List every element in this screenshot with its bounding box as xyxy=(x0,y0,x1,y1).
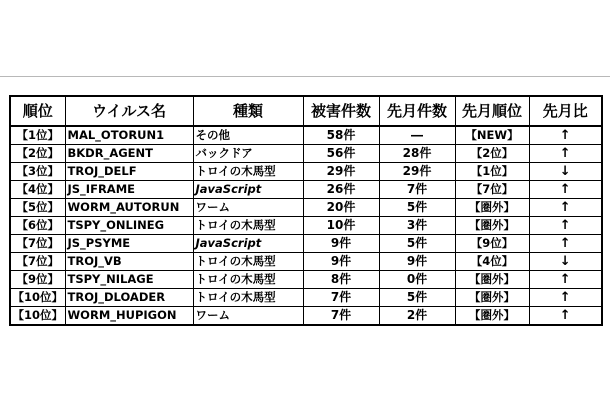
prev-rank-cell: 【圏外】 xyxy=(455,289,529,307)
arrow-down-icon: ↓ xyxy=(559,254,571,269)
type-cell: トロイの木馬型 xyxy=(193,217,303,235)
header-virus-name: ウイルス名 xyxy=(65,96,193,126)
prev-count-cell: 5件 xyxy=(379,289,455,307)
table-row xyxy=(10,271,602,289)
rank-cell: 【4位】 xyxy=(10,181,65,199)
month-change-cell xyxy=(529,199,602,217)
type-cell: バックドア xyxy=(193,145,303,163)
rank-cell: 【5位】 xyxy=(10,199,65,217)
virus-name-cell: TROJ_DELF xyxy=(65,163,193,181)
prev-count-cell: 28件 xyxy=(379,145,455,163)
prev-count-cell: 5件 xyxy=(379,199,455,217)
rank-cell: 【3位】 xyxy=(10,163,65,181)
prev-rank-cell: 【圏外】 xyxy=(455,199,529,217)
damage-count-cell: 26件 xyxy=(303,181,379,199)
header-prev-month-rank: 先月順位 xyxy=(455,96,529,126)
prev-rank-cell: 【4位】 xyxy=(455,253,529,271)
prev-count-cell: 2件 xyxy=(379,307,455,326)
header-type: 種類 xyxy=(193,96,303,126)
prev-rank-cell: 【圏外】 xyxy=(455,217,529,235)
arrow-up-icon: ↑ xyxy=(559,218,571,233)
table-row xyxy=(10,163,602,181)
month-change-cell xyxy=(529,217,602,235)
month-change-cell xyxy=(529,181,602,199)
rank-cell: 【10位】 xyxy=(10,307,65,326)
table-header-row xyxy=(10,96,602,126)
table-row xyxy=(10,181,602,199)
damage-count-cell: 10件 xyxy=(303,217,379,235)
rank-cell: 【6位】 xyxy=(10,217,65,235)
type-cell: その他 xyxy=(193,126,303,145)
type-cell: JavaScript xyxy=(193,235,303,253)
damage-count-cell: 7件 xyxy=(303,289,379,307)
prev-rank-cell: 【2位】 xyxy=(455,145,529,163)
type-cell: トロイの木馬型 xyxy=(193,289,303,307)
table-body xyxy=(10,126,602,325)
arrow-up-icon: ↑ xyxy=(559,236,571,251)
virus-name-cell: TSPY_NILAGE xyxy=(65,271,193,289)
arrow-up-icon: ↑ xyxy=(559,182,571,197)
damage-count-cell: 20件 xyxy=(303,199,379,217)
type-cell: ワーム xyxy=(193,307,303,326)
prev-count-cell: 7件 xyxy=(379,181,455,199)
type-cell: トロイの木馬型 xyxy=(193,163,303,181)
month-change-cell xyxy=(529,235,602,253)
type-cell: トロイの木馬型 xyxy=(193,271,303,289)
virus-ranking-table xyxy=(9,95,603,326)
prev-count-cell: 0件 xyxy=(379,271,455,289)
month-change-cell xyxy=(529,289,602,307)
table-row xyxy=(10,253,602,271)
table-row xyxy=(10,217,602,235)
rank-cell: 【9位】 xyxy=(10,271,65,289)
virus-name-cell: MAL_OTORUN1 xyxy=(65,126,193,145)
prev-count-cell: ― xyxy=(379,126,455,145)
header-prev-month-count: 先月件数 xyxy=(379,96,455,126)
arrow-up-icon: ↑ xyxy=(559,200,571,215)
virus-name-cell: WORM_HUPIGON xyxy=(65,307,193,326)
arrow-up-icon: ↑ xyxy=(559,290,571,305)
damage-count-cell: 7件 xyxy=(303,307,379,326)
damage-count-cell: 56件 xyxy=(303,145,379,163)
virus-name-cell: JS_PSYME xyxy=(65,235,193,253)
arrow-up-icon: ↑ xyxy=(559,308,571,323)
prev-rank-cell: 【圏外】 xyxy=(455,271,529,289)
virus-name-cell: JS_IFRAME xyxy=(65,181,193,199)
type-cell: ワーム xyxy=(193,199,303,217)
table-row xyxy=(10,145,602,163)
virus-name-cell: TROJ_VB xyxy=(65,253,193,271)
arrow-up-icon: ↑ xyxy=(559,272,571,287)
month-change-cell xyxy=(529,163,602,181)
damage-count-cell: 29件 xyxy=(303,163,379,181)
header-rank: 順位 xyxy=(10,96,65,126)
prev-rank-cell: 【圏外】 xyxy=(455,307,529,326)
prev-rank-cell: 【NEW】 xyxy=(455,126,529,145)
damage-count-cell: 58件 xyxy=(303,126,379,145)
prev-rank-cell: 【7位】 xyxy=(455,181,529,199)
month-change-cell xyxy=(529,307,602,326)
prev-count-cell: 29件 xyxy=(379,163,455,181)
table-row xyxy=(10,199,602,217)
type-cell: JavaScript xyxy=(193,181,303,199)
virus-name-cell: WORM_AUTORUN xyxy=(65,199,193,217)
prev-count-cell: 5件 xyxy=(379,235,455,253)
rank-cell: 【7位】 xyxy=(10,253,65,271)
virus-name-cell: TSPY_ONLINEG xyxy=(65,217,193,235)
damage-count-cell: 9件 xyxy=(303,253,379,271)
prev-rank-cell: 【9位】 xyxy=(455,235,529,253)
virus-name-cell: TROJ_DLOADER xyxy=(65,289,193,307)
rank-cell: 【1位】 xyxy=(10,126,65,145)
month-change-cell xyxy=(529,253,602,271)
month-change-cell xyxy=(529,271,602,289)
table-row xyxy=(10,126,602,145)
table-row xyxy=(10,235,602,253)
top-divider xyxy=(0,76,610,77)
header-month-change: 先月比 xyxy=(529,96,602,126)
damage-count-cell: 8件 xyxy=(303,271,379,289)
rank-cell: 【2位】 xyxy=(10,145,65,163)
rank-cell: 【7位】 xyxy=(10,235,65,253)
prev-count-cell: 9件 xyxy=(379,253,455,271)
month-change-cell xyxy=(529,126,602,145)
type-cell: トロイの木馬型 xyxy=(193,253,303,271)
prev-rank-cell: 【1位】 xyxy=(455,163,529,181)
arrow-up-icon: ↑ xyxy=(559,128,571,143)
prev-count-cell: 3件 xyxy=(379,217,455,235)
header-damage-count: 被害件数 xyxy=(303,96,379,126)
table-row xyxy=(10,289,602,307)
arrow-up-icon: ↑ xyxy=(559,146,571,161)
damage-count-cell: 9件 xyxy=(303,235,379,253)
rank-cell: 【10位】 xyxy=(10,289,65,307)
table-row xyxy=(10,307,602,326)
month-change-cell xyxy=(529,145,602,163)
virus-name-cell: BKDR_AGENT xyxy=(65,145,193,163)
arrow-down-icon: ↓ xyxy=(559,164,571,179)
